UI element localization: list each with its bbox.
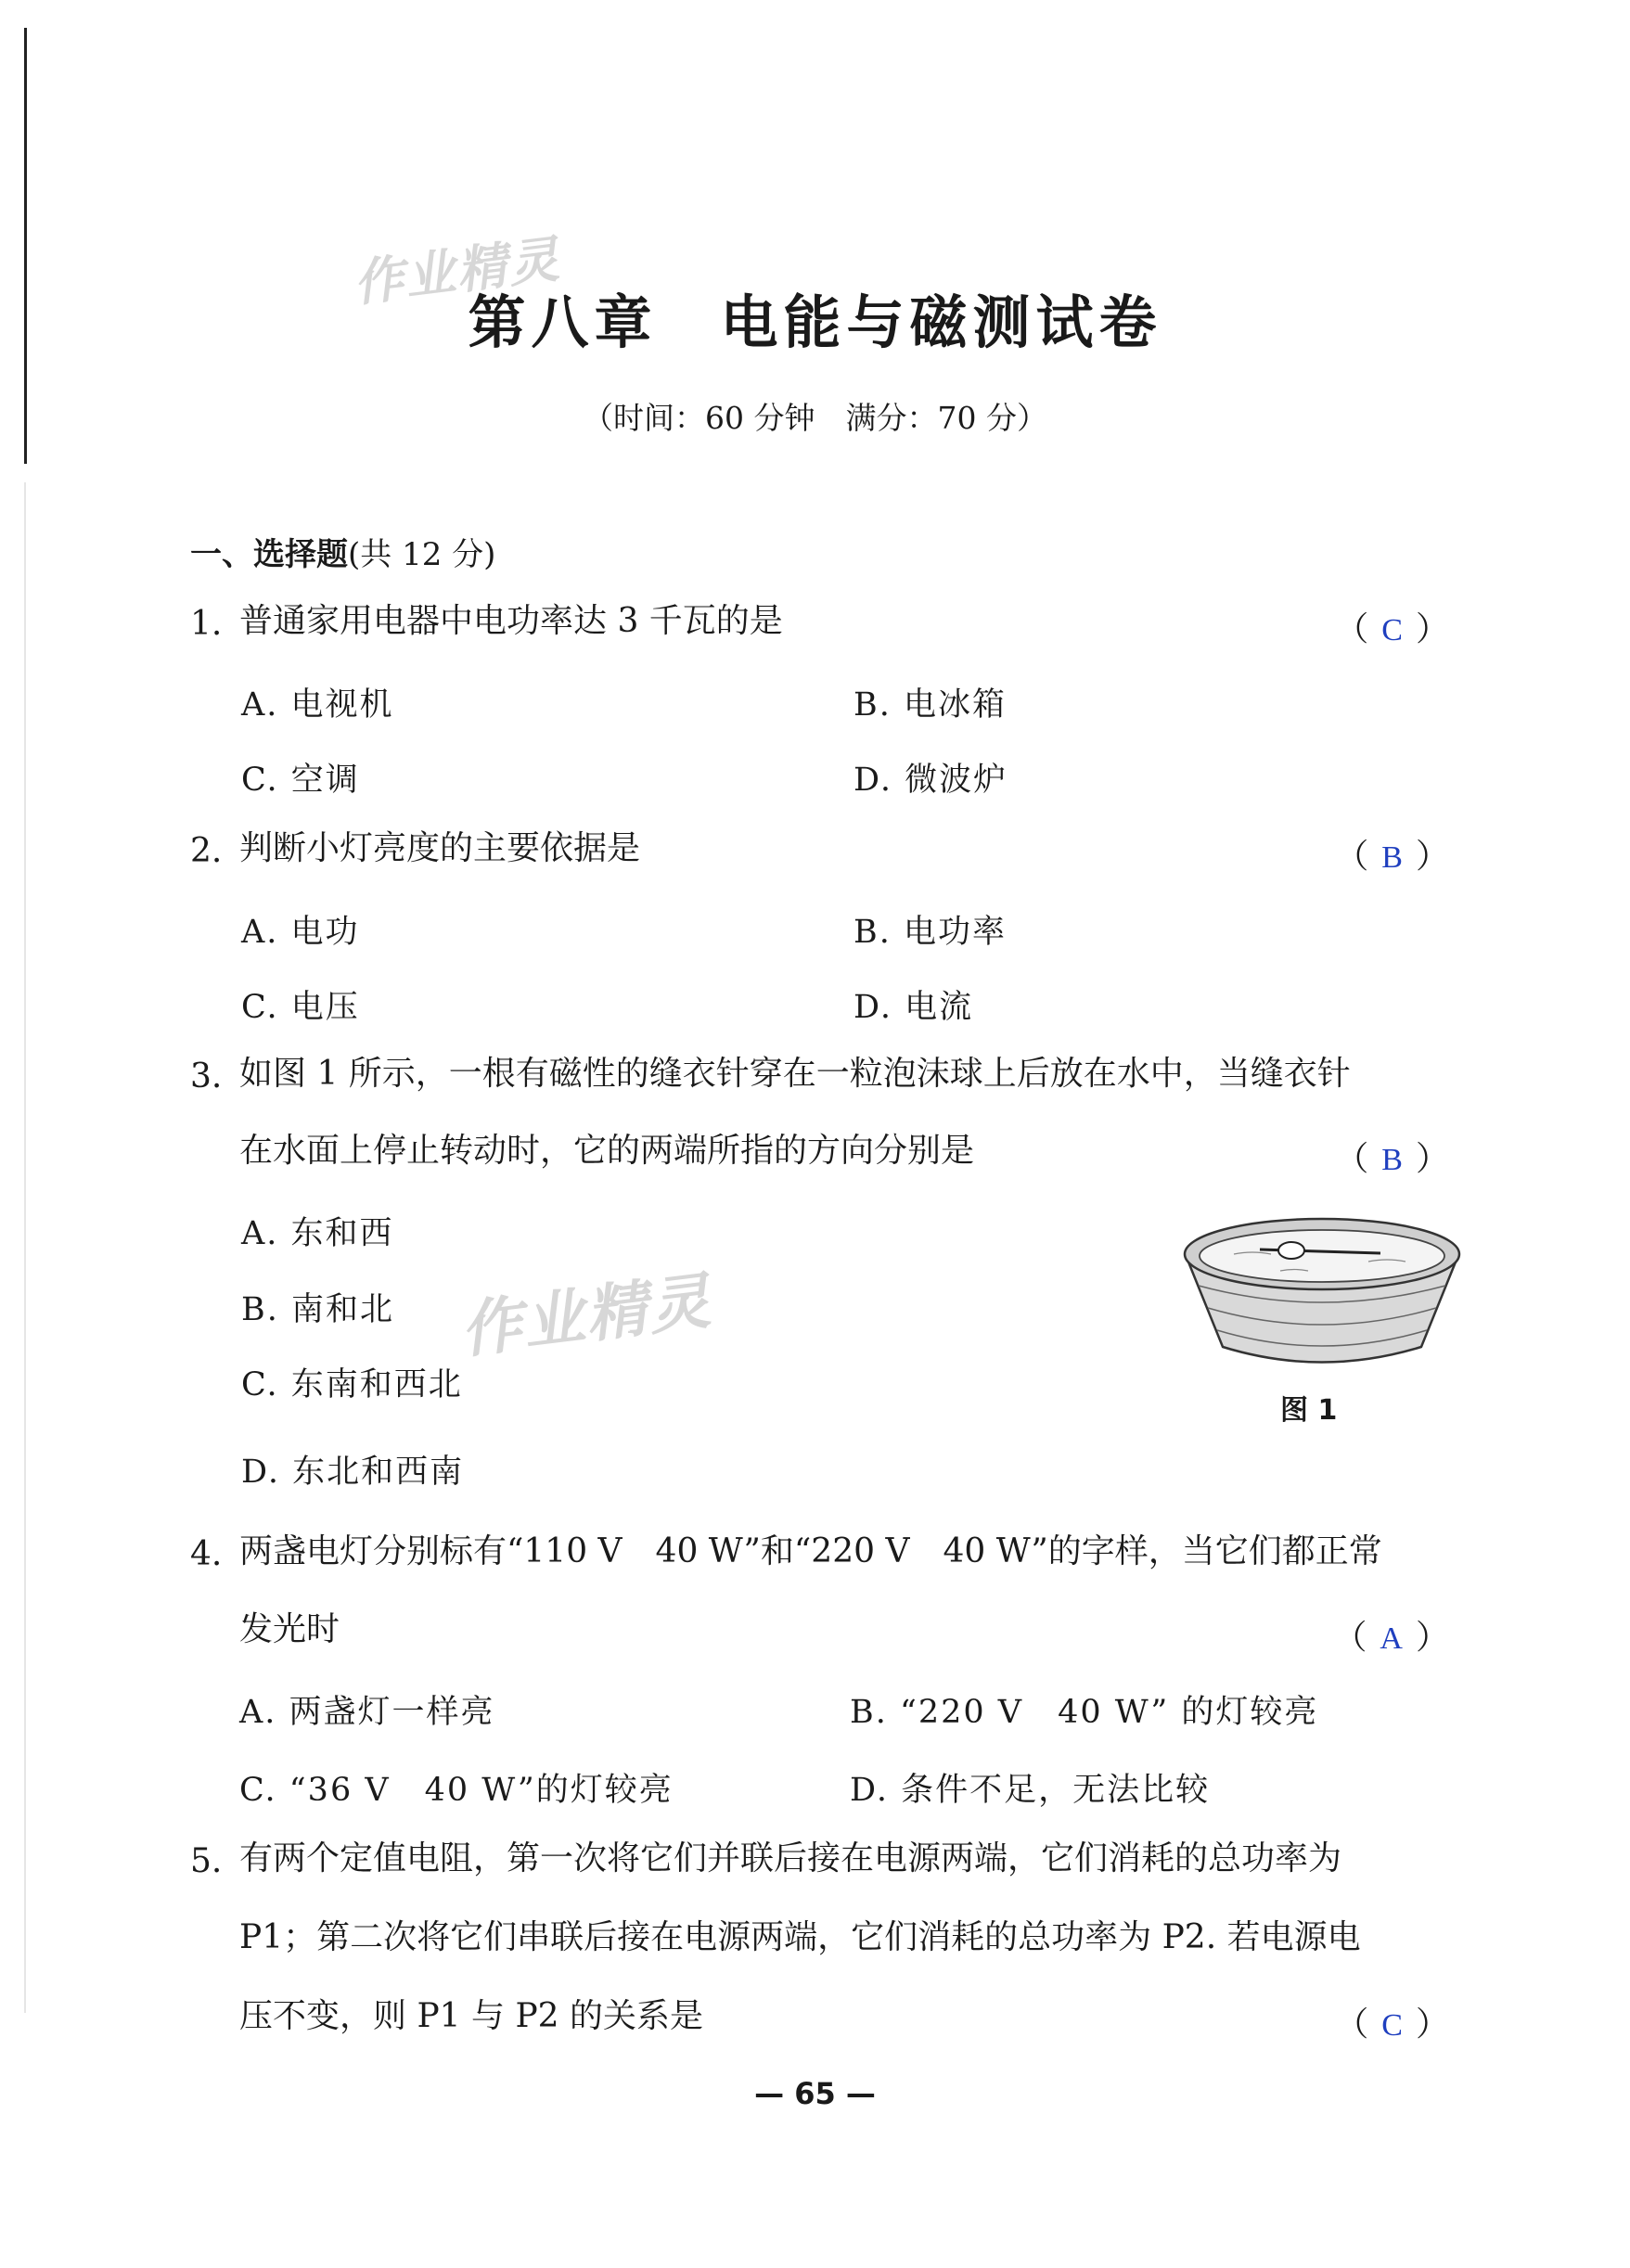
- answer-value: B: [1381, 840, 1403, 875]
- question-5-text-line-1: 有两个定值电阻，第一次将它们并联后接在电源两端，它们消耗的总功率为: [239, 1839, 1342, 1877]
- question-5-answer: （ C ）: [1335, 2005, 1449, 2044]
- answer-value: C: [1381, 2008, 1403, 2043]
- question-3-option-a: A. 东和西: [241, 1215, 394, 1252]
- question-4-number: 4.: [190, 1535, 223, 1573]
- question-4-option-c: C. “36 V 40 W”的灯较亮: [239, 1772, 674, 1809]
- answer-value: A: [1380, 1621, 1403, 1656]
- question-4-text-line-2: 发光时: [239, 1610, 340, 1648]
- figure-caption: 图 1: [1280, 1394, 1338, 1427]
- binding-line-faint: [24, 482, 26, 2013]
- question-1-option-b: B. 电冰箱: [854, 686, 1007, 724]
- bowl-figure: [1178, 1206, 1466, 1382]
- question-2-answer: （ B ）: [1335, 838, 1449, 876]
- question-3-text-line-2: 在水面上停止转动时，它的两端所指的方向分别是: [239, 1132, 975, 1170]
- question-2-option-b: B. 电功率: [854, 914, 1007, 951]
- watermark-top: 作业精灵: [350, 229, 564, 314]
- question-5-text-line-2: P1；第二次将它们串联后接在电源两端，它们消耗的总功率为 P2. 若电源电: [239, 1918, 1361, 1956]
- page-number: — 65 —: [754, 2076, 876, 2111]
- question-4-text-line-1: 两盏电灯分别标有“110 V 40 W”和“220 V 40 W”的字样，当它们都正常: [239, 1532, 1382, 1570]
- question-3-answer: （ B ）: [1335, 1140, 1449, 1178]
- answer-value: B: [1381, 1143, 1403, 1177]
- watermark-middle: 作业精灵: [456, 1264, 716, 1367]
- question-3-text-line-1: 如图 1 所示，一根有磁性的缝衣针穿在一粒泡沫球上后放在水中，当缝衣针: [239, 1055, 1351, 1093]
- section-count: (共 12 分): [348, 536, 496, 573]
- question-5-number: 5.: [190, 1842, 223, 1880]
- question-4-option-d: D. 条件不足，无法比较: [850, 1772, 1211, 1809]
- question-3-option-b: B. 南和北: [241, 1291, 394, 1328]
- question-2-option-d: D. 电流: [854, 989, 974, 1026]
- question-5-text-line-3: 压不变，则 P1 与 P2 的关系是: [239, 1997, 704, 2035]
- answer-value: C: [1381, 613, 1403, 647]
- question-4-option-a: A. 两盏灯一样亮: [239, 1694, 495, 1731]
- section-label: 一、选择题: [190, 536, 348, 573]
- question-3-option-d: D. 东北和西南: [241, 1454, 465, 1491]
- section-heading: [190, 529, 495, 574]
- page-title: 第八章 电能与磁测试卷: [468, 288, 1162, 356]
- question-2-number: 2.: [190, 832, 223, 870]
- question-2-option-c: C. 电压: [241, 989, 360, 1026]
- question-1-text: 普通家用电器中电功率达 3 千瓦的是: [239, 602, 783, 640]
- question-2-option-a: A. 电功: [241, 914, 360, 951]
- exam-info: （时间：60 分钟 满分：70 分）: [583, 400, 1047, 436]
- question-1-option-a: A. 电视机: [241, 686, 394, 724]
- question-1-option-c: C. 空调: [241, 762, 360, 799]
- question-1-number: 1.: [190, 605, 223, 643]
- question-3-option-c: C. 东南和西北: [241, 1366, 463, 1403]
- question-4-option-b: B. “220 V 40 W” 的灯较亮: [850, 1694, 1319, 1731]
- question-1-option-d: D. 微波炉: [854, 762, 1008, 799]
- question-3-number: 3.: [190, 1057, 223, 1096]
- question-4-answer: （ A ）: [1333, 1619, 1449, 1657]
- question-2-text: 判断小灯亮度的主要依据是: [239, 829, 641, 867]
- question-1-answer: （ C ）: [1335, 610, 1449, 648]
